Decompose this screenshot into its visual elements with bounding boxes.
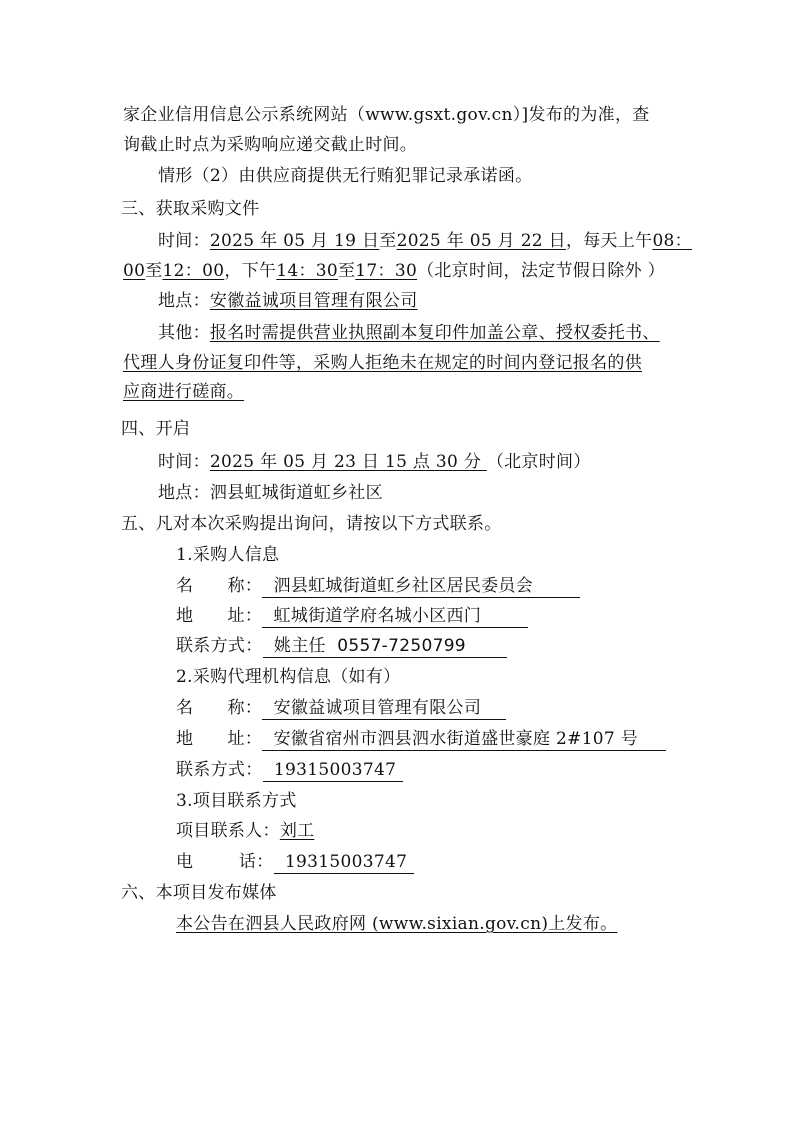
other-line-2 <box>123 351 642 375</box>
para-text: 情形（2）由供应商提供无行贿犯罪记录承诺函。 <box>158 166 533 186</box>
time-note: （北京时间，法定节假日除外 ） <box>417 261 665 281</box>
time-am-start: 08： <box>652 231 692 251</box>
open-time-label: 时间： <box>158 452 210 472</box>
time-am: ，每天上午 <box>565 231 653 251</box>
time-label: 时间： <box>158 231 210 251</box>
open-time-value: 2025 年 05 月 23 日 15 点 30 分 <box>209 452 487 472</box>
section-heading: 三、获取采购文件 <box>121 199 260 219</box>
time-line <box>158 229 692 253</box>
place-label: 地点： <box>158 291 210 311</box>
purchaser-addr-line <box>176 604 528 628</box>
agency-name: 安徽益诚项目管理有限公司 <box>262 697 506 720</box>
other-text-3: 应商进行磋商。 <box>123 382 245 402</box>
time-start: 2025 年 05 月 19 日 <box>209 231 380 251</box>
time-pm-start: 14：30 <box>276 261 338 281</box>
other-line <box>158 321 660 345</box>
agency-name-line <box>176 696 506 720</box>
other-text-2: 代理人身份证复印件等，采购人拒绝未在规定的时间内登记报名的供 <box>123 353 642 373</box>
section-heading: 四、开启 <box>121 419 191 439</box>
place-line <box>158 289 418 313</box>
open-place-label: 地点： <box>158 483 210 503</box>
media-line <box>176 912 617 936</box>
time-am-to: 至 <box>145 261 163 281</box>
other-label: 其他： <box>158 323 210 343</box>
other-line-3 <box>123 380 244 404</box>
purchaser-addr: 虹城街道学府名城小区西门 <box>262 605 528 628</box>
time-pm-end: 17：30 <box>355 261 418 281</box>
section-heading: 六、本项目发布媒体 <box>121 883 277 903</box>
project-title: 3.项目联系方式 <box>176 791 297 811</box>
purchaser-contact-label: 联系方式： <box>176 636 263 656</box>
agency-contact-label: 联系方式： <box>176 760 263 780</box>
project-person-line <box>176 819 314 843</box>
purchaser-addr-label: 地 址： <box>176 606 263 626</box>
agency-name-label: 名 称： <box>176 698 263 718</box>
agency-addr: 安徽省宿州市泗县泗水街道盛世豪庭 2#107 号 <box>262 728 666 751</box>
media-text: 本公告在泗县人民政府网 (www.sixian.gov.cn)上发布。 <box>176 914 618 934</box>
purchaser-title: 1.采购人信息 <box>176 545 280 565</box>
place-value: 安徽益诚项目管理有限公司 <box>209 291 418 311</box>
project-phone-line <box>176 850 419 874</box>
agency-title: 2.采购代理机构信息（如有） <box>176 667 401 687</box>
agency-contact: 19315003747 <box>262 760 408 780</box>
open-time-note: （北京时间） <box>486 452 591 472</box>
open-place-value: 泗县虹城街道虹乡社区 <box>209 483 383 503</box>
other-text: 报名时需提供营业执照副本复印件加盖公章、授权委托书、 <box>209 323 660 343</box>
open-place-line <box>158 481 383 505</box>
purchaser-contact: 姚主任 0557-7250799 <box>263 635 507 658</box>
agency-contact-line <box>176 758 408 782</box>
purchaser-contact-line <box>176 634 507 658</box>
time-pm: ，下午 <box>224 261 277 281</box>
time-pm-to: 至 <box>337 261 356 281</box>
project-phone: 19315003747 <box>273 852 419 872</box>
time-to: 至 <box>379 231 397 251</box>
time-end: 2025 年 05 月 22 日 <box>396 231 566 251</box>
time-am-end: 12：00 <box>162 261 225 281</box>
open-time-line <box>158 450 591 474</box>
project-person: 刘工 <box>279 821 315 841</box>
purchaser-name-line <box>176 574 580 598</box>
para-line: 询截止时点为采购响应递交截止时间。 <box>123 135 418 155</box>
time-line-2 <box>123 259 665 283</box>
project-person-label: 项目联系人： <box>176 821 280 841</box>
section-heading: 五、凡对本次采购提出询问，请按以下方式联系。 <box>121 514 502 534</box>
purchaser-name: 泗县虹城街道虹乡社区居民委员会 <box>262 575 580 598</box>
agency-addr-label: 地 址： <box>176 729 263 749</box>
project-phone-label: 电 话： <box>176 852 274 872</box>
time-am-start-2: 00 <box>123 261 146 281</box>
para-line: 家企业信用信息公示系统网站（www.gsxt.gov.cn）]发布的为准，查 <box>123 105 650 125</box>
purchaser-name-label: 名 称： <box>176 576 263 596</box>
agency-addr-line <box>176 727 666 751</box>
